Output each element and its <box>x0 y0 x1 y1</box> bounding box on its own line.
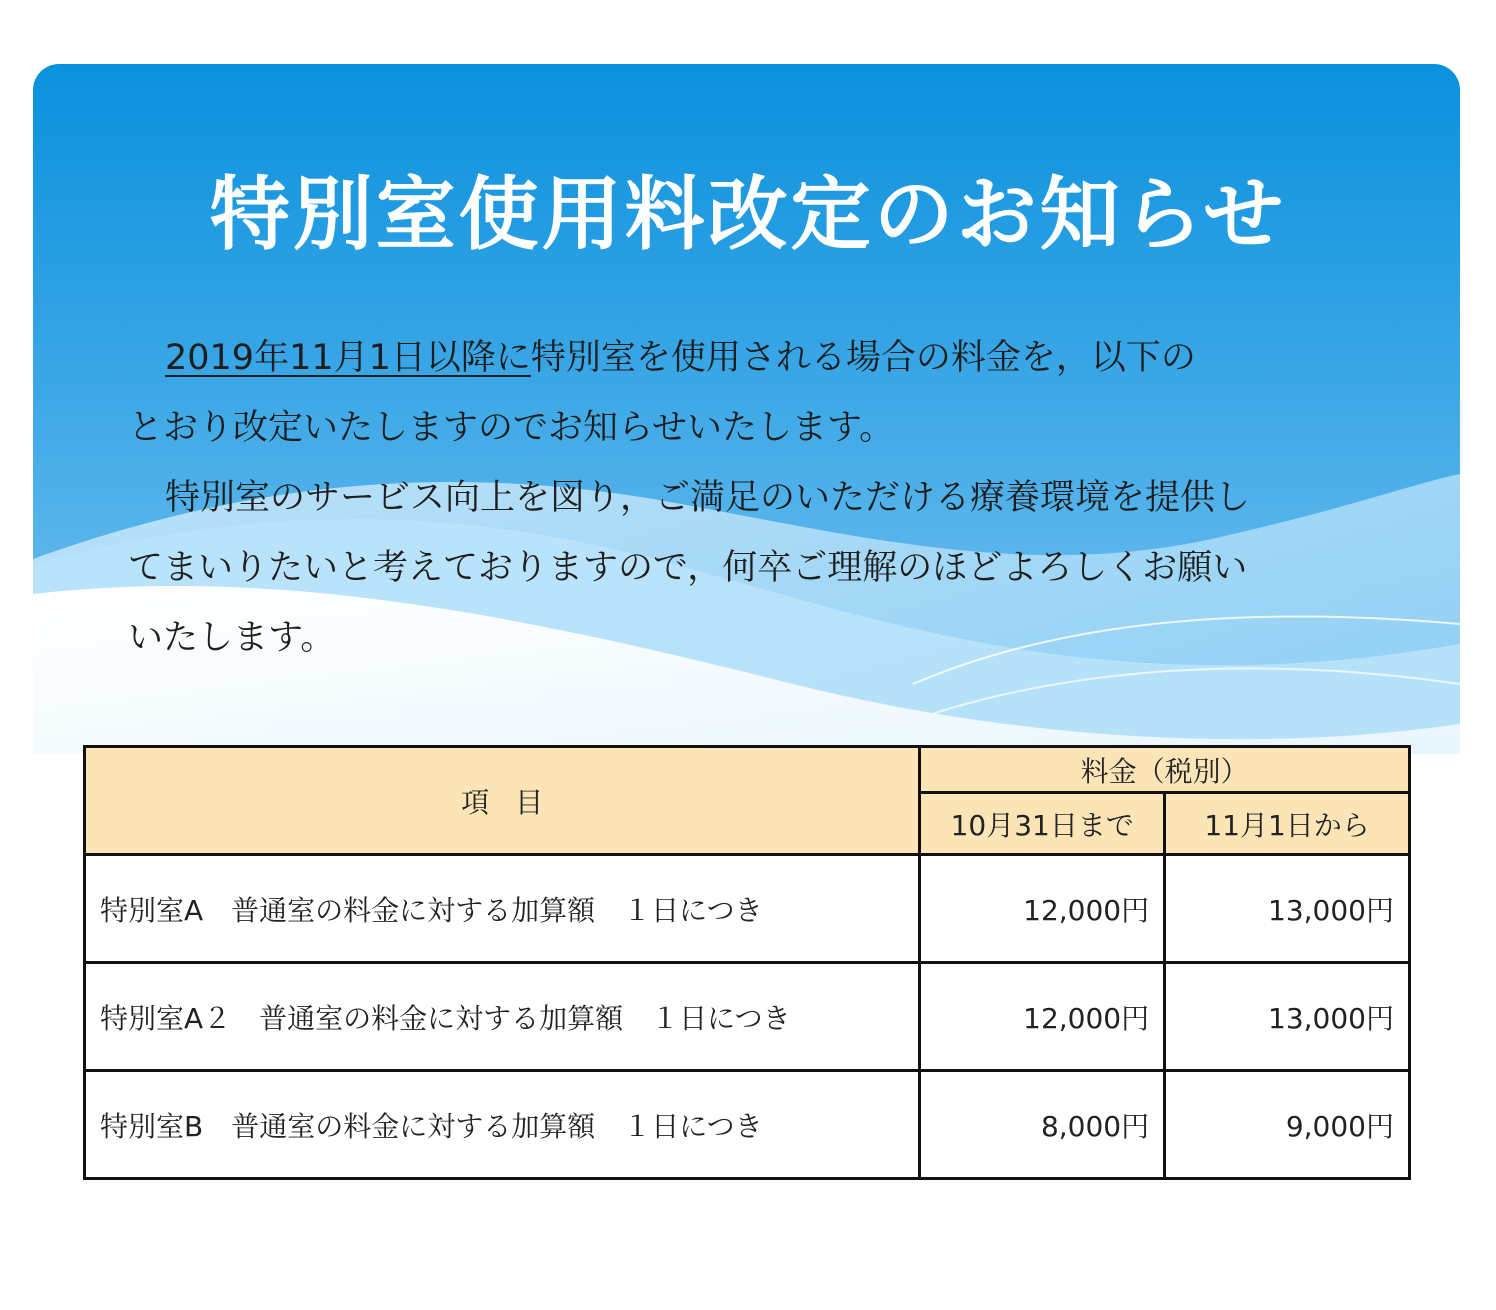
header-after: 11月1日から <box>1165 793 1410 855</box>
page-title: 特別室使用料改定のお知らせ <box>209 168 1287 261</box>
service-line-2: てまいりたいと考えておりますので，何卒ご理解のほどよろしくお願い <box>128 548 1248 588</box>
service-paragraph <box>128 463 1378 673</box>
row-fee-after: 9,000円 <box>1165 1071 1410 1179</box>
table-row <box>85 963 1410 1071</box>
header-before: 10月31日まで <box>920 793 1165 855</box>
table-row <box>85 855 1410 963</box>
row-item: 特別室B 普通室の料金に対する加算額 １日につき <box>85 1071 920 1179</box>
intro-line-1 <box>128 323 1378 393</box>
fee-table <box>83 745 1411 1180</box>
table-header-row <box>85 747 1410 793</box>
row-item: 特別室A２ 普通室の料金に対する加算額 １日につき <box>85 963 920 1071</box>
row-fee-before: 12,000円 <box>920 963 1165 1071</box>
effective-date-text: 2019年11月1日以降に <box>165 338 531 378</box>
table-row <box>85 1071 1410 1179</box>
header-fee-group: 料金（税別） <box>920 747 1410 793</box>
service-line-1: 特別室のサービス向上を図り，ご満足のいただける療養環境を提供し <box>165 478 1251 518</box>
service-line-3: いたします。 <box>128 618 336 658</box>
row-fee-before: 12,000円 <box>920 855 1165 963</box>
header-item: 項目 <box>85 747 920 855</box>
row-fee-after: 13,000円 <box>1165 963 1410 1071</box>
row-item: 特別室A 普通室の料金に対する加算額 １日につき <box>85 855 920 963</box>
intro-paragraph <box>128 323 1378 463</box>
intro-line-1-rest: 特別室を使用される場合の料金を，以下の <box>530 338 1196 378</box>
row-fee-after: 13,000円 <box>1165 855 1410 963</box>
row-fee-before: 8,000円 <box>920 1071 1165 1179</box>
intro-line-2: とおり改定いたしますのでお知らせいたします。 <box>128 408 895 448</box>
